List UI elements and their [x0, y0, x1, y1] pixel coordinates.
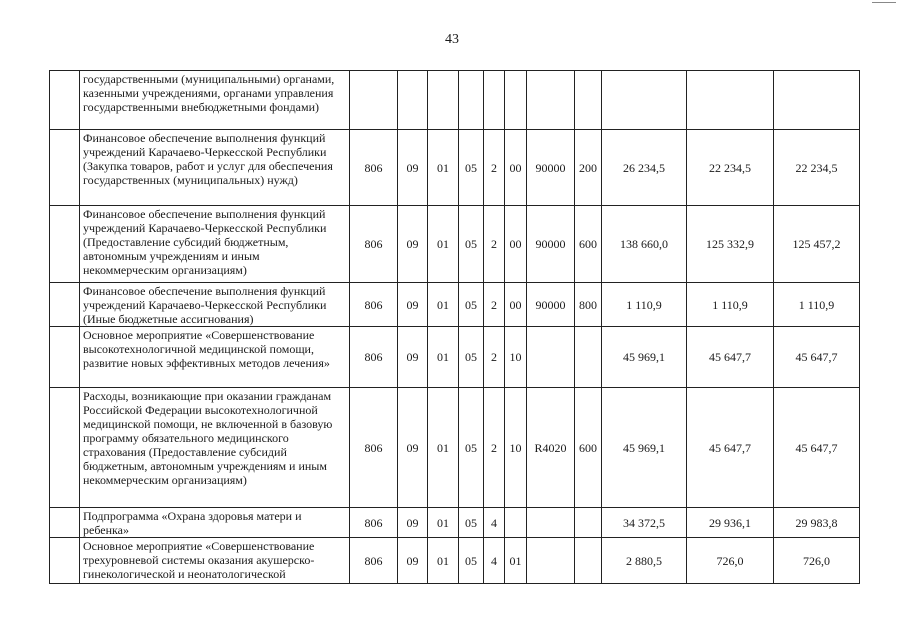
- scan-mark: [872, 2, 896, 3]
- direction-code: R4020: [527, 388, 575, 508]
- table-row: [50, 508, 860, 538]
- sum-year-1: 1 110,9: [602, 283, 687, 327]
- subsection-code: 01: [428, 327, 459, 388]
- row-number-cell: [50, 388, 80, 508]
- item-name: Финансовое обеспечение выполнения функций учреждений Карачаево-Черкесской Республики (Иные бюджетные ассигнования): [80, 283, 350, 327]
- sum-year-3: 45 647,7: [774, 388, 860, 508]
- row-number-cell: [50, 508, 80, 538]
- ministry-code: [350, 71, 398, 130]
- direction-code: [527, 538, 575, 584]
- activity-code: 00: [505, 283, 527, 327]
- sum-year-1: [602, 71, 687, 130]
- subprogram-code: [484, 71, 505, 130]
- sum-year-1: 26 234,5: [602, 130, 687, 206]
- subprogram-code: 4: [484, 508, 505, 538]
- subprogram-code: 2: [484, 388, 505, 508]
- budget-table: [49, 70, 860, 584]
- subsection-code: [428, 71, 459, 130]
- section-code: 09: [398, 130, 428, 206]
- section-code: 09: [398, 388, 428, 508]
- item-name: Финансовое обеспечение выполнения функций учреждений Карачаево-Черкесской Республики (Предоставление субсидий бюджетным, автономным учреждениям и иным некоммерческим организациям): [80, 206, 350, 283]
- activity-code: 01: [505, 538, 527, 584]
- table-row: [50, 130, 860, 206]
- activity-code: [505, 71, 527, 130]
- ministry-code: 806: [350, 388, 398, 508]
- ministry-code: 806: [350, 538, 398, 584]
- sum-year-2: 22 234,5: [687, 130, 774, 206]
- table-row: [50, 206, 860, 283]
- section-code: 09: [398, 206, 428, 283]
- sum-year-2: 125 332,9: [687, 206, 774, 283]
- row-number-cell: [50, 206, 80, 283]
- expense-type-code: [575, 327, 602, 388]
- row-number-cell: [50, 538, 80, 584]
- subprogram-code: 2: [484, 206, 505, 283]
- table-row: [50, 327, 860, 388]
- expense-type-code: 600: [575, 206, 602, 283]
- direction-code: 90000: [527, 206, 575, 283]
- program-code: [459, 71, 484, 130]
- sum-year-1: 45 969,1: [602, 388, 687, 508]
- item-name: государственными (муниципальными) органами, казенными учреждениями, органами управления государственными внебюджетными фондами): [80, 71, 350, 130]
- subsection-code: 01: [428, 538, 459, 584]
- sum-year-3: 1 110,9: [774, 283, 860, 327]
- page-number: 43: [445, 32, 459, 47]
- table-row: [50, 388, 860, 508]
- section-code: 09: [398, 327, 428, 388]
- item-name: Расходы, возникающие при оказании гражданам Российской Федерации высокотехнологичной медицинской помощи, не включенной в базовую программу обязательного медицинского страхования (Предоставление субсидий бюджетным, автономным учреждениям и иным некоммерческим организациям): [80, 388, 350, 508]
- item-name: Финансовое обеспечение выполнения функций учреждений Карачаево-Черкесской Республики (Закупка товаров, работ и услуг для обеспечения государственных (муниципальных) нужд): [80, 130, 350, 206]
- ministry-code: 806: [350, 283, 398, 327]
- activity-code: [505, 508, 527, 538]
- subsection-code: 01: [428, 206, 459, 283]
- sum-year-3: 125 457,2: [774, 206, 860, 283]
- sum-year-1: 138 660,0: [602, 206, 687, 283]
- direction-code: 90000: [527, 130, 575, 206]
- sum-year-3: 726,0: [774, 538, 860, 584]
- expense-type-code: [575, 71, 602, 130]
- program-code: 05: [459, 283, 484, 327]
- ministry-code: 806: [350, 130, 398, 206]
- subprogram-code: 2: [484, 130, 505, 206]
- activity-code: 00: [505, 206, 527, 283]
- subsection-code: 01: [428, 130, 459, 206]
- direction-code: [527, 71, 575, 130]
- sum-year-1: 34 372,5: [602, 508, 687, 538]
- direction-code: 90000: [527, 283, 575, 327]
- row-number-cell: [50, 130, 80, 206]
- table-row: [50, 283, 860, 327]
- expense-type-code: 200: [575, 130, 602, 206]
- item-name: Подпрограмма «Охрана здоровья матери и ребенка»: [80, 508, 350, 538]
- ministry-code: 806: [350, 327, 398, 388]
- ministry-code: 806: [350, 508, 398, 538]
- table-row: [50, 538, 860, 584]
- program-code: 05: [459, 538, 484, 584]
- row-number-cell: [50, 71, 80, 130]
- direction-code: [527, 508, 575, 538]
- table-row: [50, 71, 860, 130]
- row-number-cell: [50, 283, 80, 327]
- item-name: Основное мероприятие «Совершенствование трехуровневой системы оказания акушерско-гинекологической и неонатологической: [80, 538, 350, 584]
- sum-year-2: 29 936,1: [687, 508, 774, 538]
- sum-year-3: 45 647,7: [774, 327, 860, 388]
- program-code: 05: [459, 206, 484, 283]
- subprogram-code: 4: [484, 538, 505, 584]
- sum-year-2: [687, 71, 774, 130]
- subsection-code: 01: [428, 508, 459, 538]
- table-body: [50, 71, 860, 584]
- subprogram-code: 2: [484, 283, 505, 327]
- ministry-code: 806: [350, 206, 398, 283]
- row-number-cell: [50, 327, 80, 388]
- program-code: 05: [459, 130, 484, 206]
- program-code: 05: [459, 388, 484, 508]
- item-name: Основное мероприятие «Совершенствование высокотехнологичной медицинской помощи, развитие новых эффективных методов лечения»: [80, 327, 350, 388]
- sum-year-1: 2 880,5: [602, 538, 687, 584]
- sum-year-2: 1 110,9: [687, 283, 774, 327]
- program-code: 05: [459, 327, 484, 388]
- activity-code: 10: [505, 327, 527, 388]
- sum-year-2: 45 647,7: [687, 388, 774, 508]
- section-code: 09: [398, 283, 428, 327]
- direction-code: [527, 327, 575, 388]
- subsection-code: 01: [428, 388, 459, 508]
- subsection-code: 01: [428, 283, 459, 327]
- section-code: [398, 71, 428, 130]
- expense-type-code: [575, 508, 602, 538]
- activity-code: 00: [505, 130, 527, 206]
- sum-year-3: 29 983,8: [774, 508, 860, 538]
- activity-code: 10: [505, 388, 527, 508]
- sum-year-2: 726,0: [687, 538, 774, 584]
- sum-year-3: 22 234,5: [774, 130, 860, 206]
- sum-year-3: [774, 71, 860, 130]
- section-code: 09: [398, 538, 428, 584]
- expense-type-code: [575, 538, 602, 584]
- sum-year-1: 45 969,1: [602, 327, 687, 388]
- program-code: 05: [459, 508, 484, 538]
- expense-type-code: 600: [575, 388, 602, 508]
- sum-year-2: 45 647,7: [687, 327, 774, 388]
- subprogram-code: 2: [484, 327, 505, 388]
- section-code: 09: [398, 508, 428, 538]
- expense-type-code: 800: [575, 283, 602, 327]
